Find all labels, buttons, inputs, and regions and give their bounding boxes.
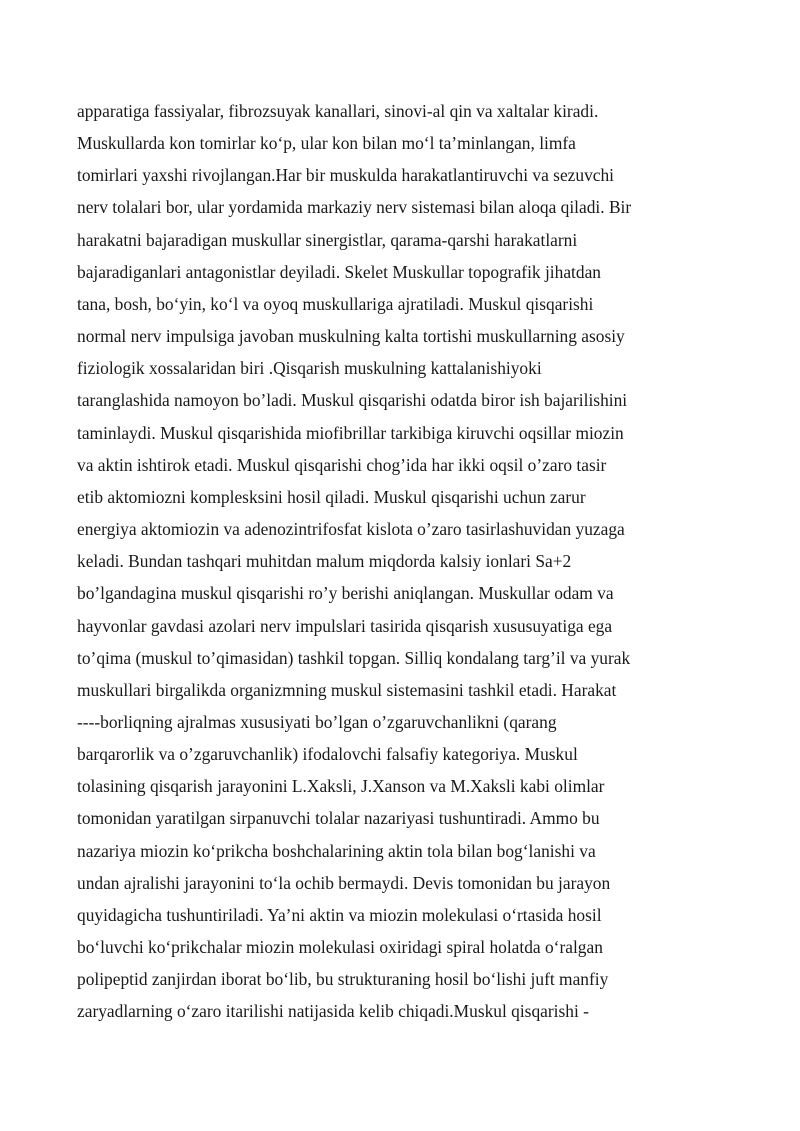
text-line: nazariya miozin ko‘prikcha boshchalarining aktin tola bilan bog‘lanishi va <box>77 840 596 861</box>
text-line: taranglashida namoyon bo’ladi. Muskul qisqarishi odatda biror ish bajarilishini <box>77 390 628 411</box>
text-line: to’qima (muskul to’qimasidan) tashkil topgan. Silliq kondalang targ’il va yurak <box>77 647 631 668</box>
text-line: Muskullarda kon tomirlar ko‘p, ular kon bilan mo‘l ta’minlangan, limfa <box>77 133 576 154</box>
text-line: polipeptid zanjirdan iborat bo‘lib, bu strukturaning hosil bo‘lishi juft manfiy <box>77 969 609 990</box>
text-line: taminlaydi. Muskul qisqarishida miofibrillar tarkibiga kiruvchi oqsillar miozin <box>77 422 624 443</box>
text-line: barqarorlik va o’zgaruvchanlik) ifodalovchi falsafiy kategoriya. Muskul <box>77 744 578 765</box>
text-line: tana, bosh, bo‘yin, ko‘l va oyoq muskullariga ajratiladi. Muskul qisqarishi <box>77 293 594 314</box>
text-line: normal nerv impulsiga javoban muskulning kalta tortishi muskullarning asosiy <box>77 326 625 347</box>
text-line: tomirlari yaxshi rivojlangan.Har bir muskulda harakatlantiruvchi va sezuvchi <box>77 165 615 186</box>
text-line: fiziologik xossalaridan biri .Qisqarish muskulning kattalanishiyoki <box>77 358 542 379</box>
text-line: zaryadlarning o‘zaro itarilishi natijasida kelib chiqadi.Muskul qisqarishi - <box>77 1001 589 1022</box>
text-line: bo‘luvchi ko‘prikchalar miozin molekulasi oxiridagi spiral holatda o‘ralgan <box>77 937 603 958</box>
text-line: energiya aktomiozin va adenozintrifosfat kislota o’zaro tasirlashuvidan yuzaga <box>77 519 625 540</box>
text-line: bo’lgandagina muskul qisqarishi ro’y berishi aniqlangan. Muskullar odam va <box>77 583 614 604</box>
text-line: quyidagicha tushuntiriladi. Ya’ni aktin va miozin molekulasi o‘rtasida hosil <box>77 904 602 925</box>
text-line: bajaradiganlari antagonistlar deyiladi. Skelet Muskullar topografik jihatdan <box>77 261 601 282</box>
body-paragraph <box>77 95 737 1028</box>
text-line: keladi. Bundan tashqari muhitdan malum miqdorda kalsiy ionlari Sa+2 <box>77 551 572 572</box>
text-line: nerv tolalari bor, ular yordamida markaziy nerv sistemasi bilan aloqa qiladi. Bir <box>77 197 632 218</box>
text-line: va aktin ishtirok etadi. Muskul qisqarishi chog’ida har ikki oqsil o’zaro tasir <box>77 454 607 475</box>
text-line: apparatiga fassiyalar, fibrozsuyak kanallari, sinovi-al qin va xaltalar kiradi. <box>77 101 599 121</box>
text-line: tolasining qisqarish jarayonini L.Xaksli, J.Xanson va M.Xaksli kabi olimlar <box>77 776 605 797</box>
text-line: harakatni bajaradigan muskullar sinergistlar, qarama-qarshi harakatlarni <box>77 229 578 250</box>
text-line: ----borliqning ajralmas xususiyati bo’lgan o’zgaruvchanlikni (qarang <box>77 711 557 732</box>
text-line: muskullari birgalikda organizmning muskul sistemasini tashkil etadi. Harakat <box>77 679 617 700</box>
text-line: etib aktomiozni komplesksini hosil qiladi. Muskul qisqarishi uchun zarur <box>77 486 586 507</box>
text-line: hayvonlar gavdasi azolari nerv impulslari tasirida qisqarish xususuyatiga ega <box>77 615 613 636</box>
text-line: tomonidan yaratilgan sirpanuvchi tolalar nazariyasi tushuntiradi. Ammo bu <box>77 808 600 829</box>
text-line: undan ajralishi jarayonini to‘la ochib bermaydi. Devis tomonidan bu jarayon <box>77 872 611 893</box>
